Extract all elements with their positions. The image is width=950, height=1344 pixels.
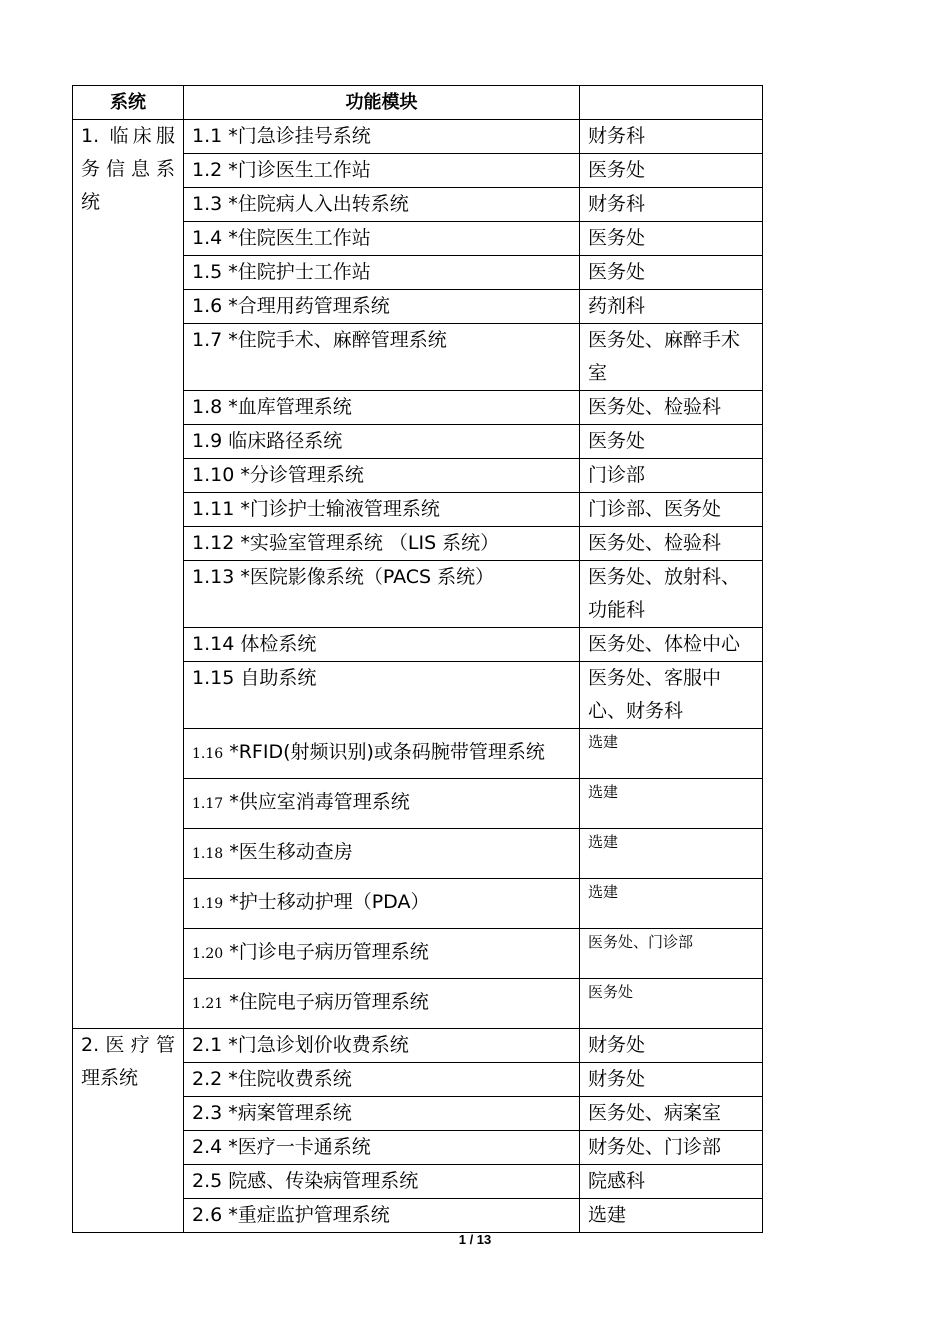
dept-cell: 医务处、检验科 bbox=[580, 391, 763, 425]
table-header-row bbox=[73, 86, 763, 120]
dept-cell bbox=[580, 779, 763, 829]
dept-cell: 医务处 bbox=[580, 154, 763, 188]
module-name: *RFID(射频识别)或条码腕带管理系统 bbox=[229, 741, 545, 763]
dept-cell: 医务处、麻醉手术室 bbox=[580, 324, 763, 391]
module-name: *护士移动护理（PDA） bbox=[229, 891, 430, 913]
header-module: 功能模块 bbox=[184, 86, 580, 120]
module-cell: 1.3 *住院病人入出转系统 bbox=[184, 188, 580, 222]
module-cell: 1.13 *医院影像系统（PACS 系统） bbox=[184, 561, 580, 628]
module-cell: 1.11 *门诊护士输液管理系统 bbox=[184, 493, 580, 527]
dept-cell: 医务处、放射科、功能科 bbox=[580, 561, 763, 628]
module-cell: 1.10 *分诊管理系统 bbox=[184, 459, 580, 493]
module-number: 1.20 bbox=[192, 946, 224, 962]
dept-cell bbox=[580, 729, 763, 779]
dept-cell: 医务处 bbox=[580, 425, 763, 459]
module-cell: 1.1 *门急诊挂号系统 bbox=[184, 120, 580, 154]
dept-cell: 医务处、客服中心、财务科 bbox=[580, 662, 763, 729]
dept-cell: 医务处 bbox=[580, 222, 763, 256]
dept-note: 选建 bbox=[588, 833, 619, 851]
system-cell: 2.医疗管理系统 bbox=[73, 1029, 184, 1233]
module-cell: 1.14 体检系统 bbox=[184, 628, 580, 662]
module-number: 1.17 bbox=[192, 796, 224, 812]
dept-cell: 财务科 bbox=[580, 188, 763, 222]
module-cell: 1.12 *实验室管理系统 （LIS 系统） bbox=[184, 527, 580, 561]
dept-note: 选建 bbox=[588, 733, 619, 751]
dept-cell: 财务处 bbox=[580, 1063, 763, 1097]
systems-table bbox=[72, 85, 763, 1233]
module-cell: 1.6 *合理用药管理系统 bbox=[184, 290, 580, 324]
module-cell: 1.7 *住院手术、麻醉管理系统 bbox=[184, 324, 580, 391]
dept-cell: 医务处、体检中心 bbox=[580, 628, 763, 662]
module-cell: 1.15 自助系统 bbox=[184, 662, 580, 729]
module-cell: 2.5 院感、传染病管理系统 bbox=[184, 1165, 580, 1199]
module-number: 1.16 bbox=[192, 746, 224, 762]
module-cell bbox=[184, 929, 580, 979]
module-cell: 1.5 *住院护士工作站 bbox=[184, 256, 580, 290]
table-row bbox=[73, 120, 763, 154]
module-cell bbox=[184, 779, 580, 829]
dept-cell bbox=[580, 979, 763, 1029]
module-cell: 1.2 *门诊医生工作站 bbox=[184, 154, 580, 188]
header-dept bbox=[580, 86, 763, 120]
dept-cell: 财务科 bbox=[580, 120, 763, 154]
dept-cell: 财务处、门诊部 bbox=[580, 1131, 763, 1165]
dept-cell: 门诊部、医务处 bbox=[580, 493, 763, 527]
module-cell: 2.6 *重症监护管理系统 bbox=[184, 1199, 580, 1233]
dept-cell: 药剂科 bbox=[580, 290, 763, 324]
module-cell: 2.4 *医疗一卡通系统 bbox=[184, 1131, 580, 1165]
dept-note: 选建 bbox=[588, 783, 619, 801]
dept-cell bbox=[580, 879, 763, 929]
dept-cell: 医务处、病案室 bbox=[580, 1097, 763, 1131]
module-cell: 2.1 *门急诊划价收费系统 bbox=[184, 1029, 580, 1063]
module-cell: 1.4 *住院医生工作站 bbox=[184, 222, 580, 256]
module-name: *医生移动查房 bbox=[229, 841, 353, 863]
dept-cell bbox=[580, 829, 763, 879]
system-cell: 1. 临床服务信息系统 bbox=[73, 120, 184, 1029]
dept-cell: 选建 bbox=[580, 1199, 763, 1233]
module-cell bbox=[184, 879, 580, 929]
module-cell: 2.3 *病案管理系统 bbox=[184, 1097, 580, 1131]
dept-cell: 院感科 bbox=[580, 1165, 763, 1199]
module-cell: 1.8 *血库管理系统 bbox=[184, 391, 580, 425]
module-number: 1.21 bbox=[192, 996, 224, 1012]
module-cell bbox=[184, 979, 580, 1029]
module-cell bbox=[184, 729, 580, 779]
dept-note: 医务处、门诊部 bbox=[588, 933, 694, 951]
module-cell: 2.2 *住院收费系统 bbox=[184, 1063, 580, 1097]
dept-cell: 医务处、检验科 bbox=[580, 527, 763, 561]
dept-note: 医务处 bbox=[588, 983, 634, 1001]
dept-cell: 财务处 bbox=[580, 1029, 763, 1063]
module-number: 1.18 bbox=[192, 846, 224, 862]
dept-cell: 门诊部 bbox=[580, 459, 763, 493]
module-name: *住院电子病历管理系统 bbox=[229, 991, 429, 1013]
module-number: 1.19 bbox=[192, 896, 224, 912]
module-cell bbox=[184, 829, 580, 879]
dept-note: 选建 bbox=[588, 883, 619, 901]
dept-cell bbox=[580, 929, 763, 979]
header-system: 系统 bbox=[73, 86, 184, 120]
module-name: *门诊电子病历管理系统 bbox=[229, 941, 429, 963]
module-name: *供应室消毒管理系统 bbox=[229, 791, 410, 813]
table-row bbox=[73, 1029, 763, 1063]
dept-cell: 医务处 bbox=[580, 256, 763, 290]
module-cell: 1.9 临床路径系统 bbox=[184, 425, 580, 459]
page-number: 1 / 13 bbox=[458, 1232, 492, 1247]
